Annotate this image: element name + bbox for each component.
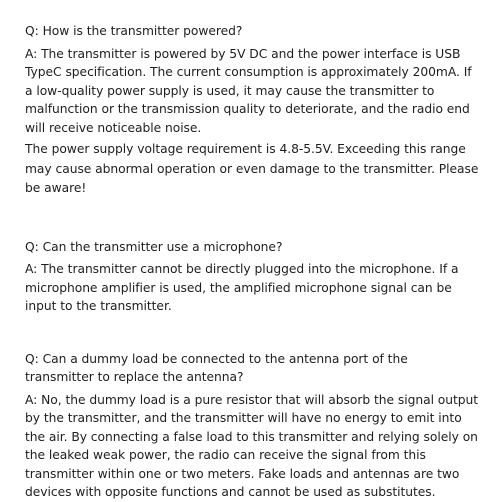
faq-answer-text: A: The transmitter is powered by 5V DC and the power interface is USB TypeC specification. The current consumption is approximately 200mA. If a low-quality power supply is used, it may cause the transmitter to malfunction or the transmission quality to deteriorate, and the radio end will receive noticeable noise. (25, 46, 472, 135)
faq-item-microphone (25, 238, 480, 316)
faq-answer (25, 391, 480, 502)
faq-answer-text: A: No, the dummy load is a pure resistor that will absorb the signal output by the transmitter, and the transmitter will have no energy to emit into the air. By connecting a false load to this transmitter and relying solely on the leaked weak power, the radio can receive the signal from this transmitter within one or two meters. Fake loads and antennas are two devices with opposite functions and cannot be used as substitutes. (25, 392, 479, 499)
faq-answer-text: A: The transmitter cannot be directly plugged into the microphone. If a microphone amplifier is used, the amplified microphone signal can be input to the transmitter. (25, 262, 459, 313)
faq-item-dummy-load (25, 350, 480, 502)
faq-answer (25, 45, 480, 199)
faq-item-power (25, 22, 480, 199)
faq-question: Q: Can the transmitter use a microphone? (25, 239, 283, 254)
faq-question: Q: How is the transmitter powered? (25, 24, 243, 38)
faq-question: Q: Can a dummy load be connected to the antenna port of the transmitter to replace the antenna? (25, 351, 408, 384)
faq-answer (25, 260, 480, 316)
faq-answer-note: The power supply voltage requirement is 4.8-5.5V. Exceeding this range may cause abnormal operation or even damage to the transmitter. Please be aware! (25, 142, 479, 195)
